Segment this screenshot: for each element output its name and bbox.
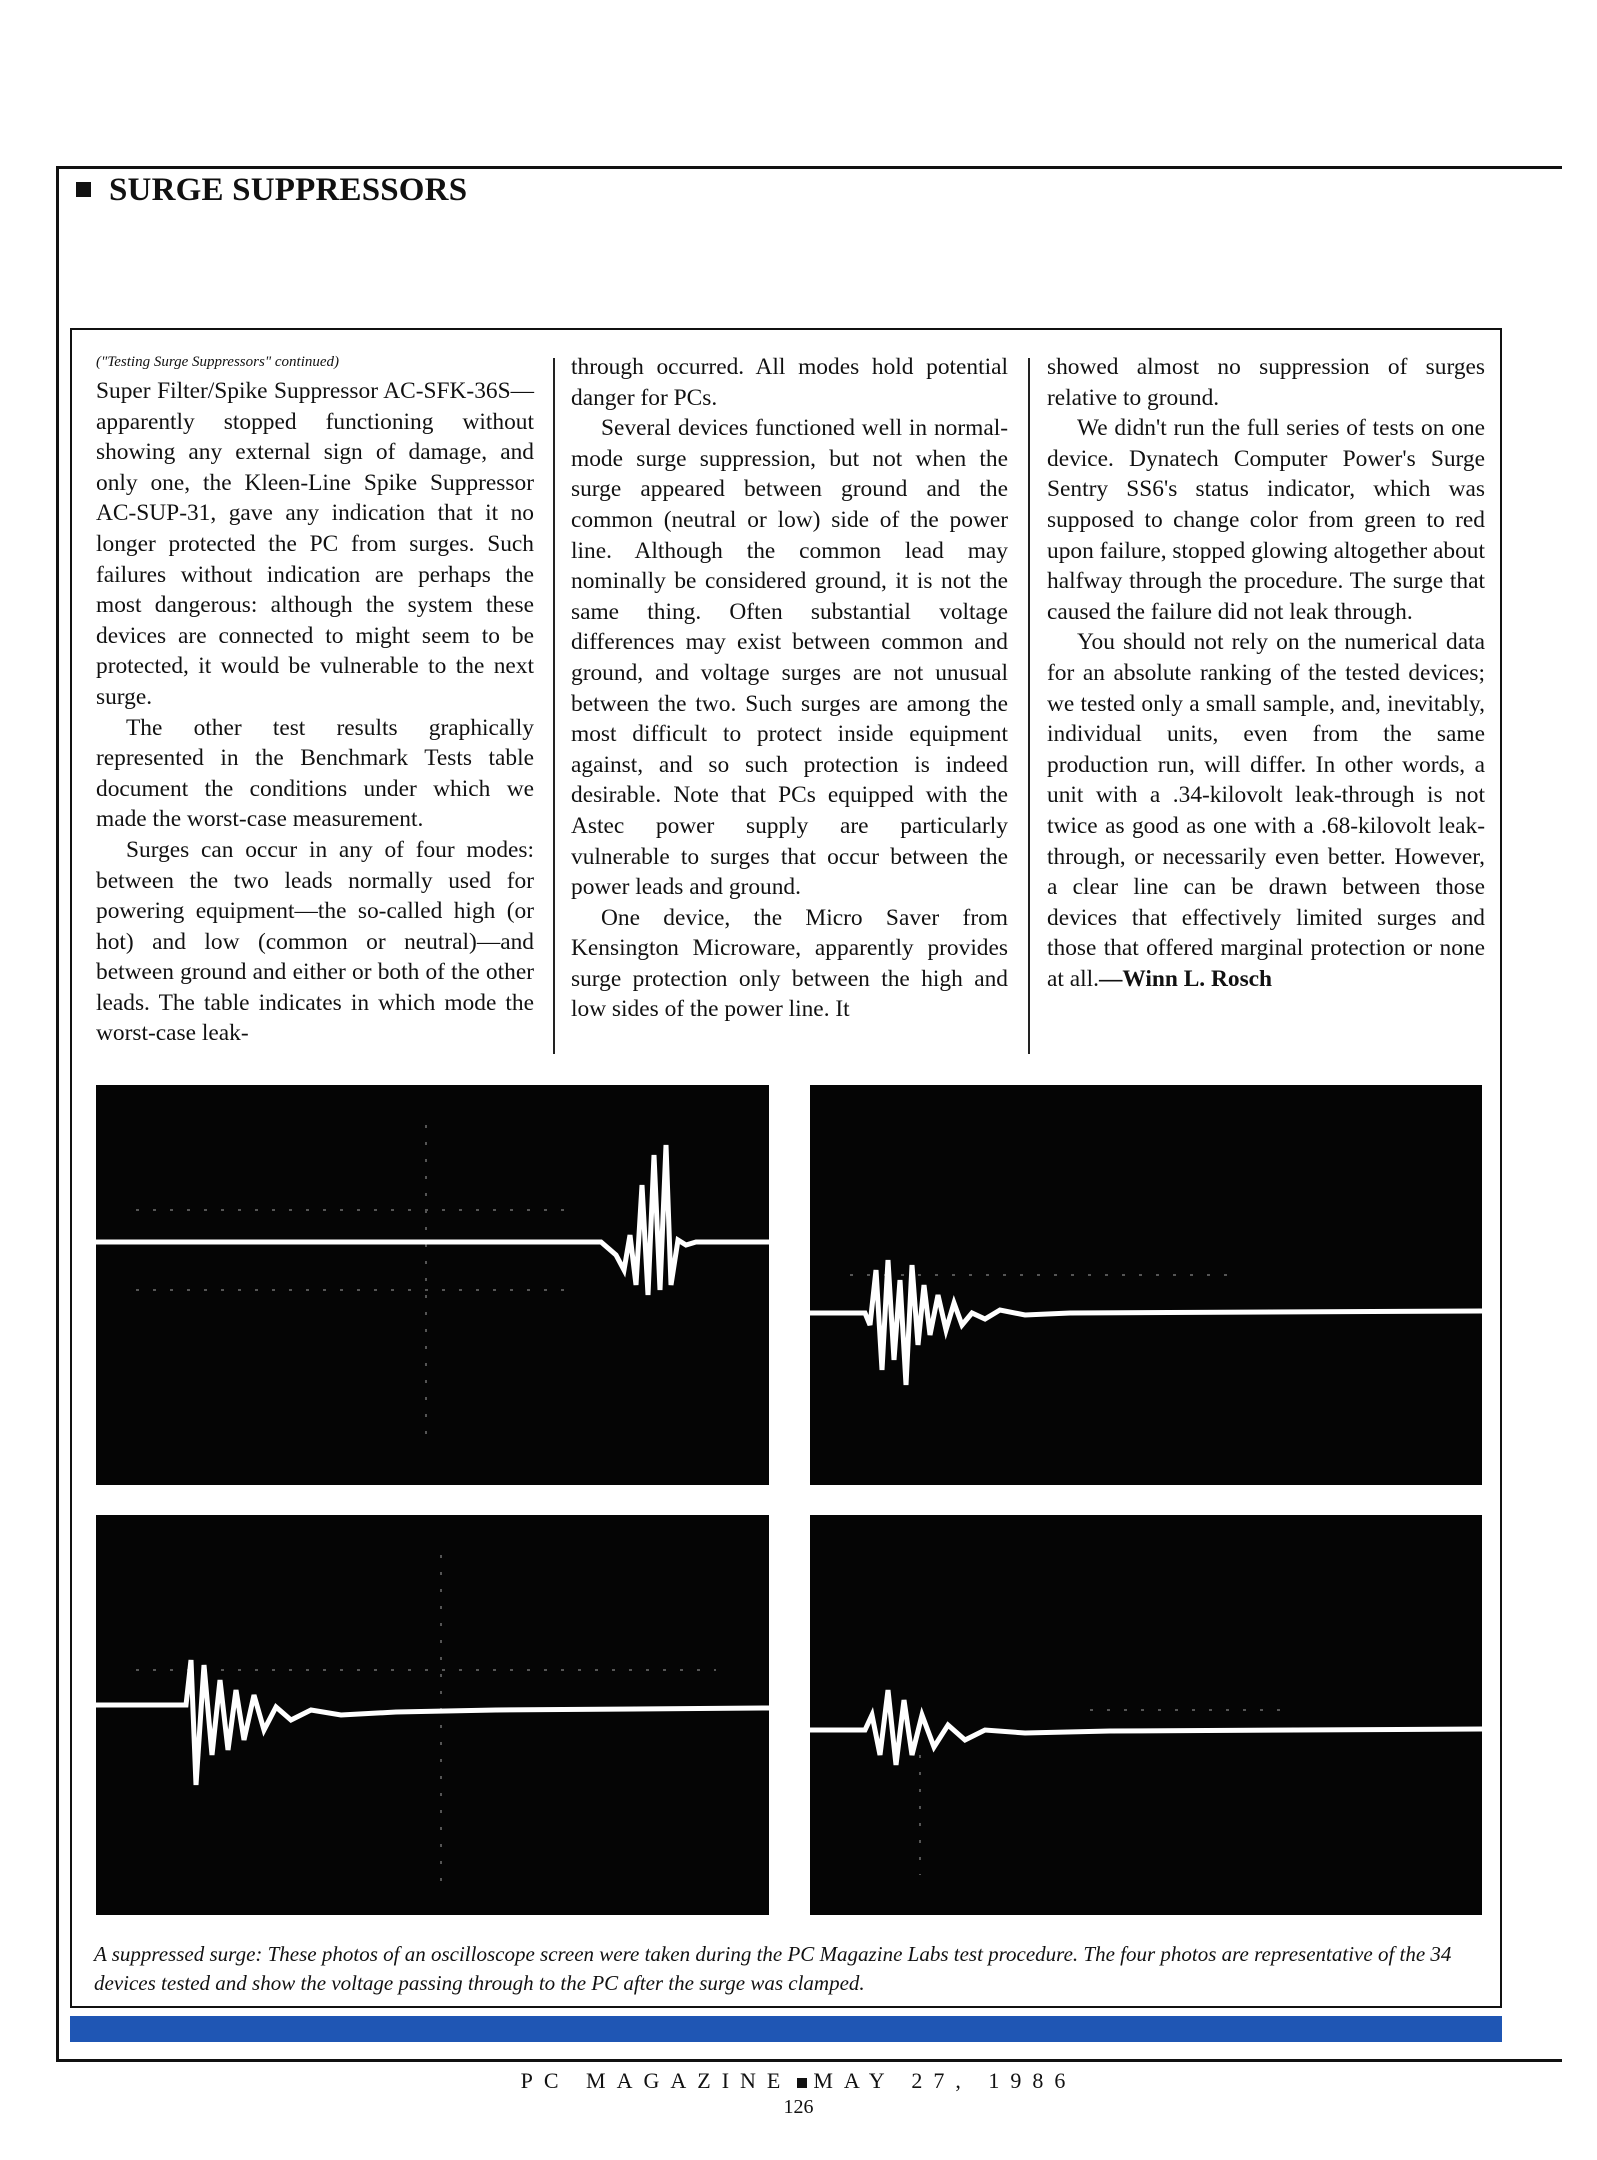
bottom-rule <box>56 2059 1562 2062</box>
oscilloscope-photo-4 <box>810 1515 1482 1915</box>
oscilloscope-photo-1 <box>96 1085 769 1485</box>
paragraph: Super Filter/Spike Suppressor AC-SFK-36S—apparently stopped functioning without showing any external sign of damage, and only one, the Kleen-Line Spike Suppressor AC-SUP-31, gave any indication that it no longer protected the PC from surges. Such failures without indication are perhaps the most dangerous: although the system these devices are connected to might seem to be protected, it would be vulnerable to the next surge. <box>96 378 534 710</box>
article-column-3 <box>1047 352 1485 994</box>
paragraph: through occurred. All modes hold potential danger for PCs. <box>571 354 1008 411</box>
section-header <box>76 172 467 209</box>
scope-trace-1 <box>96 1085 769 1485</box>
oscilloscope-photo-3 <box>96 1515 769 1915</box>
paragraph: We didn't run the full series of tests on one device. Dynatech Computer Power's Surge Sentry SS6's status indicator, which was supposed to change color from green to red upon failure, stopped glowing altogether about halfway through the procedure. The surge that caused the failure did not leak through. <box>1047 415 1485 625</box>
paragraph: One device, the Micro Saver from Kensington Microware, apparently provides surge protection only between the high and low sides of the power line. It <box>571 904 1008 1023</box>
photo-caption: A suppressed surge: These photos of an oscilloscope screen were taken during the PC Magazine Labs test procedure. The four photos are representative of the 34 devices tested and show the voltage passing through to the PC after the surge was clamped. <box>94 1942 1452 1995</box>
top-rule <box>56 166 1562 169</box>
square-separator-icon <box>797 2078 807 2088</box>
paragraph: Surges can occur in any of four modes: between the two leads normally used for powering equipment—the so-called high (or hot) and low (common or neutral)—and between ground and either or both of the other leads. The table indicates in which mode the worst-case leak- <box>96 836 534 1047</box>
paragraph: showed almost no suppression of surges relative to ground. <box>1047 354 1485 411</box>
scope-trace-4 <box>810 1515 1482 1915</box>
column-divider <box>553 358 555 1054</box>
continued-note: ("Testing Surge Suppressors" continued) <box>96 354 340 370</box>
page-footer <box>0 2068 1597 2094</box>
square-bullet-icon <box>76 182 91 197</box>
magazine-name: PC MAGAZINE <box>520 2068 792 2093</box>
scope-trace-2 <box>810 1085 1482 1485</box>
column-divider <box>1028 358 1030 1054</box>
page-number: 126 <box>783 2096 814 2118</box>
paragraph-text: You should not rely on the numerical data for an absolute ranking of the tested devices; we tested only a small sample, and, inevitably, individual units, even from the same production run, will differ. In other words, a unit with a .34-kilovolt leak-through is not twice as good as one with a .68-kilovolt leak-through, or necessarily even better. However, a clear line can be drawn between those devices that effectively limited surges and those that offered marginal protection or none at all. <box>1047 629 1485 992</box>
scope-trace-3 <box>96 1515 769 1915</box>
oscilloscope-photo-2 <box>810 1085 1482 1485</box>
article-column-2 <box>571 352 1008 1025</box>
issue-date: MAY 27, 1986 <box>813 2068 1077 2093</box>
paragraph <box>1047 627 1485 994</box>
left-frame-rule <box>56 166 59 2062</box>
section-title: SURGE SUPPRESSORS <box>109 172 468 208</box>
accent-bar <box>70 2016 1502 2042</box>
paragraph: Several devices functioned well in normal-mode surge suppression, but not when the surge appeared between ground and the common (neutral or low) side of the power line. Although the common lead may nominally be considered ground, it is not the same thing. Often substantial voltage differences may exist between common and ground, and voltage surges are not unusual between the two. Such surges are among the most difficult to protect inside equipment against, and so such protection is indeed desirable. Note that PCs equipped with the Astec power supply are particularly vulnerable to surges that occur between the power leads and ground. <box>571 415 1008 901</box>
paragraph: The other test results graphically represented in the Benchmark Tests table document the conditions under which we made the worst-case measurement. <box>96 714 534 833</box>
author-signature: —Winn L. Rosch <box>1098 965 1273 992</box>
article-column-1 <box>96 352 534 1049</box>
